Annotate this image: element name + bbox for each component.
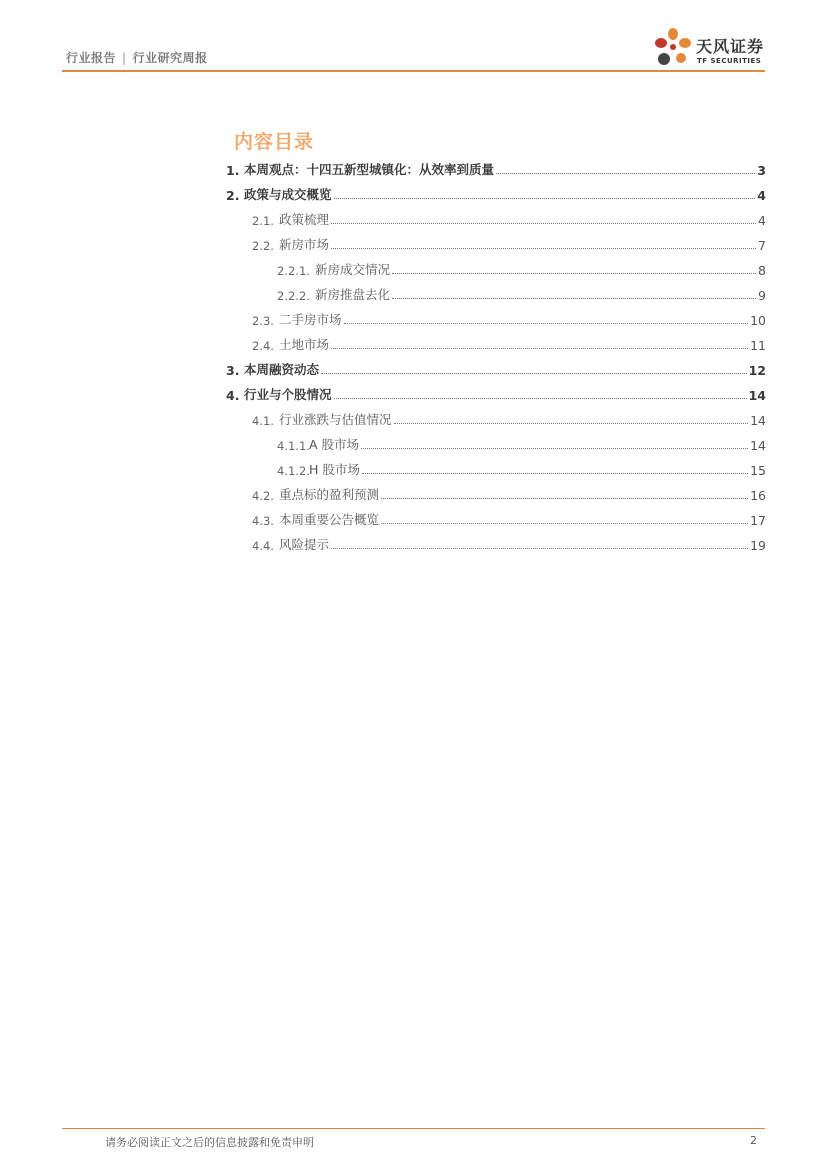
- toc-entry[interactable]: [252, 485, 766, 503]
- toc-entry-page: 8: [758, 263, 766, 278]
- toc-leader-dots: [392, 298, 756, 299]
- toc-entry-page: 14: [750, 438, 766, 453]
- toc-entry-number: 2.: [226, 188, 240, 203]
- toc-entry-label: A 股市场: [309, 437, 360, 452]
- toc-entry-number: 3.: [226, 363, 240, 378]
- toc-leader-dots: [392, 273, 756, 274]
- toc-leader-dots: [381, 523, 748, 524]
- toc-entry[interactable]: [277, 285, 766, 303]
- toc-leader-dots: [381, 498, 748, 499]
- toc-entry-page: 9: [758, 288, 766, 303]
- toc-entry-page: 14: [748, 388, 766, 403]
- report-category: 行业报告: [66, 51, 117, 65]
- toc-entry-label: 重点标的盈利预测: [279, 487, 380, 502]
- toc-entry-page: 4: [758, 213, 766, 228]
- toc-entry-page: 14: [750, 413, 766, 428]
- toc-entry[interactable]: [252, 235, 766, 253]
- toc-leader-dots: [331, 348, 748, 349]
- toc-entry[interactable]: [277, 460, 766, 478]
- toc-entry-page: 11: [750, 338, 766, 353]
- toc-leader-dots: [331, 548, 748, 549]
- toc-entry-number: 2.2.1.: [277, 264, 310, 278]
- toc-leader-dots: [334, 198, 756, 199]
- toc-entry-page: 19: [750, 538, 766, 553]
- toc-entry-number: 4.1.2.: [277, 464, 310, 478]
- toc-entry-page: 17: [750, 513, 766, 528]
- toc-entry-page: 15: [750, 463, 766, 478]
- toc-leader-dots: [321, 373, 747, 374]
- toc-entry-page: 3: [757, 163, 766, 178]
- toc-entry[interactable]: [226, 160, 766, 178]
- toc-entry-number: 2.3.: [252, 314, 274, 328]
- toc-leader-dots: [344, 323, 749, 324]
- toc-entry-label: 行业涨跌与估值情况: [279, 412, 392, 427]
- toc-leader-dots: [331, 223, 756, 224]
- toc-entry[interactable]: [226, 185, 766, 203]
- flower-logo-icon: [650, 26, 696, 70]
- toc-entry-page: 16: [750, 488, 766, 503]
- toc-entry-number: 4.1.: [252, 414, 274, 428]
- toc-entry[interactable]: [252, 410, 766, 428]
- toc-entry-number: 2.2.2.: [277, 289, 310, 303]
- report-type-header: [66, 49, 208, 66]
- toc-entry-number: 4.1.1.: [277, 439, 310, 453]
- toc-leader-dots: [361, 448, 748, 449]
- toc-entry[interactable]: [226, 360, 766, 378]
- toc-entry[interactable]: [252, 510, 766, 528]
- toc-entry[interactable]: [252, 210, 766, 228]
- toc-entry[interactable]: [277, 260, 766, 278]
- toc-leader-dots: [394, 423, 749, 424]
- page-number: 2: [750, 1134, 757, 1147]
- company-logo: [650, 26, 770, 70]
- toc-entry-label: 新房市场: [279, 237, 330, 252]
- toc-entry-label: H 股市场: [309, 462, 360, 477]
- logo-name-cn: 天风证券: [696, 37, 765, 56]
- toc-entry[interactable]: [252, 535, 766, 553]
- toc-entry-number: 2.2.: [252, 239, 274, 253]
- toc-entry-label: 本周重要公告概览: [279, 512, 380, 527]
- toc-entry-number: 4.4.: [252, 539, 274, 553]
- toc-entry[interactable]: [226, 385, 766, 403]
- toc-entry-label: 土地市场: [279, 337, 330, 352]
- footer-disclaimer: 请务必阅读正文之后的信息披露和免责申明: [105, 1136, 314, 1149]
- toc-entry-page: 7: [758, 238, 766, 253]
- toc-entry[interactable]: [277, 435, 766, 453]
- toc-entry-label: 二手房市场: [279, 312, 342, 327]
- toc-entry-page: 4: [757, 188, 766, 203]
- toc-entry-page: 10: [750, 313, 766, 328]
- toc-entry-label: 本周观点：十四五新型城镇化：从效率到质量: [244, 162, 495, 177]
- report-subcategory: 行业研究周报: [132, 51, 208, 65]
- toc-leader-dots: [496, 173, 755, 174]
- toc-entry[interactable]: [252, 335, 766, 353]
- toc-title: 内容目录: [234, 131, 315, 153]
- toc-entry-number: 2.4.: [252, 339, 274, 353]
- toc-entry-label: 政策与成交概览: [244, 187, 332, 202]
- toc-entry-number: 4.3.: [252, 514, 274, 528]
- footer-divider: [62, 1128, 765, 1129]
- toc-leader-dots: [331, 248, 756, 249]
- header-divider: [62, 70, 765, 72]
- toc-leader-dots: [334, 398, 747, 399]
- toc-entry-number: 4.: [226, 388, 240, 403]
- toc-entry[interactable]: [252, 310, 766, 328]
- toc-entry-number: 2.1.: [252, 214, 274, 228]
- toc-entry-number: 4.2.: [252, 489, 274, 503]
- toc-leader-dots: [362, 473, 748, 474]
- toc-entry-label: 本周融资动态: [244, 362, 320, 377]
- toc-entry-label: 新房推盘去化: [315, 287, 391, 302]
- toc-entry-page: 12: [748, 363, 766, 378]
- toc-entry-label: 政策梳理: [279, 212, 330, 227]
- toc-entry-label: 新房成交情况: [315, 262, 391, 277]
- toc-entry-number: 1.: [226, 163, 240, 178]
- logo-name-en: TF SECURITIES: [697, 57, 762, 65]
- header-separator: |: [122, 51, 127, 65]
- toc-entry-label: 风险提示: [279, 537, 330, 552]
- toc-entry-label: 行业与个股情况: [244, 387, 332, 402]
